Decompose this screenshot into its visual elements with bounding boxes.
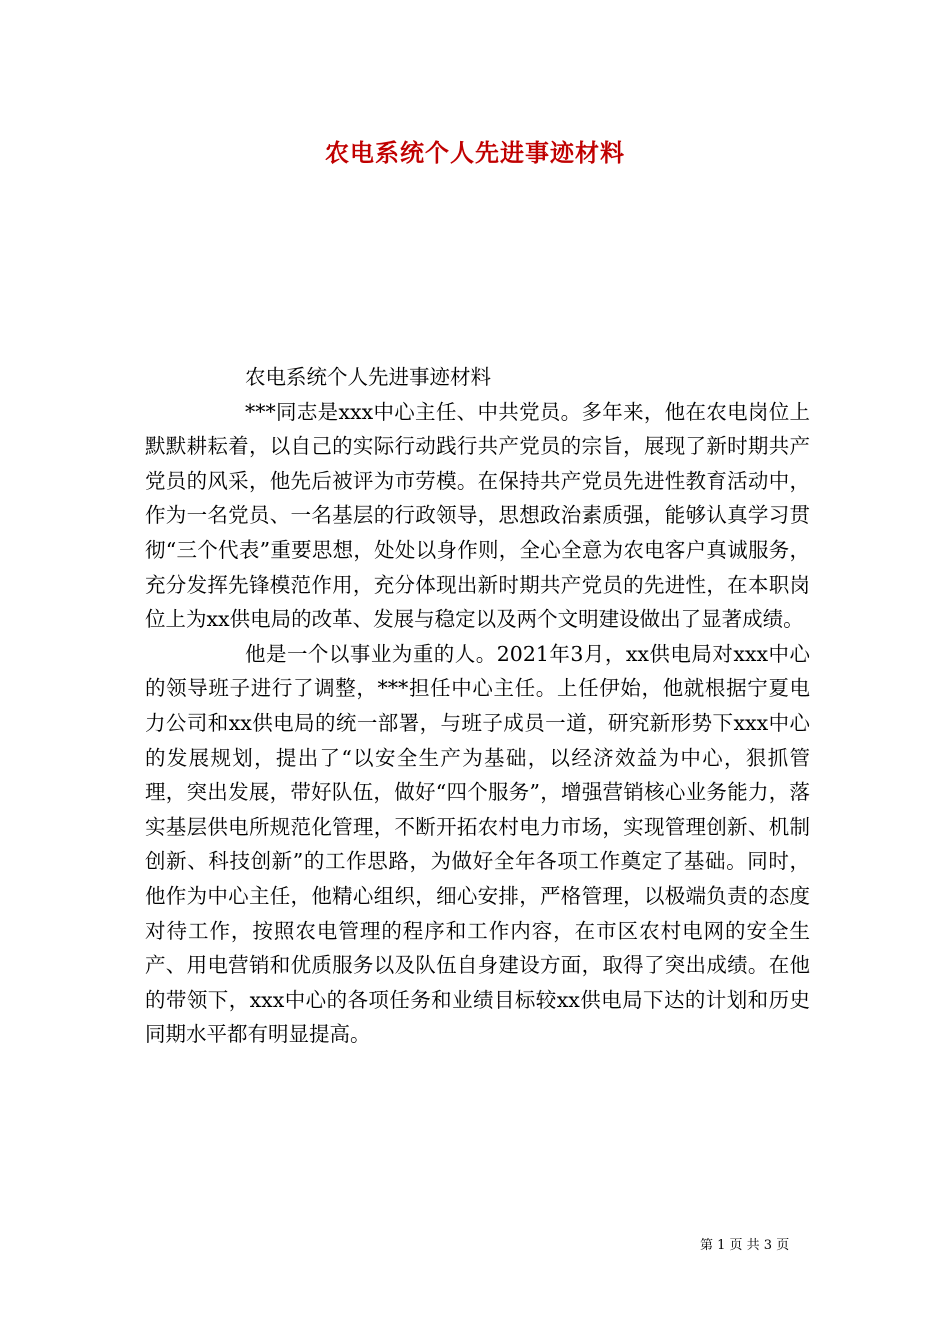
document-body <box>145 360 810 1052</box>
document-title: 农电系统个人先进事迹材料 <box>325 138 625 167</box>
body-paragraph-1: ***同志是xxx中心主任、中共党员。多年来，他在农电岗位上默默耕耘着，以自己的实际行动践行共产党员的宗旨，展现了新时期共产党员的风采，他先后被评为市劳模。在保持共产党员先进性教育活动中，作为一名党员、一名基层的行政领导，思想政治素质强，能够认真学习贯彻“三个代表”重要思想，处处以身作则，全心全意为农电客户真诚服务，充分发挥先锋模范作用，充分体现出新时期共产党员的先进性，在本职岗位上为xx供电局的改革、发展与稳定以及两个文明建设做出了显著成绩。 <box>145 399 810 632</box>
body-paragraph-2: 他是一个以事业为重的人。2021年3月，xx供电局对xxx中心的领导班子进行了调整，***担任中心主任。上任伊始，他就根据宁夏电力公司和xx供电局的统一部署，与班子成员一道，研究新形势下xxx中心的发展规划，提出了“以安全生产为基础，以经济效益为中心，狠抓管理，突出发展，带好队伍，做好“四个服务”，增强营销核心业务能力，落实基层供电所规范化管理，不断开拓农村电力市场，实现管理创新、机制创新、科技创新”的工作思路，为做好全年各项工作奠定了基础。同时，他作为中心主任，他精心组织，细心安排，严格管理，以极端负责的态度对待工作，按照农电管理的程序和工作内容，在市区农村电网的安全生产、用电营销和优质服务以及队伍自身建设方面，取得了突出成绩。在他的带领下，xxx中心的各项任务和业绩目标较xx供电局下达的计划和历史同期水平都有明显提高。 <box>145 641 810 1047</box>
page-number: 第 1 页 共 3 页 <box>700 1238 790 1253</box>
document-subtitle: 农电系统个人先进事迹材料 <box>245 365 491 389</box>
